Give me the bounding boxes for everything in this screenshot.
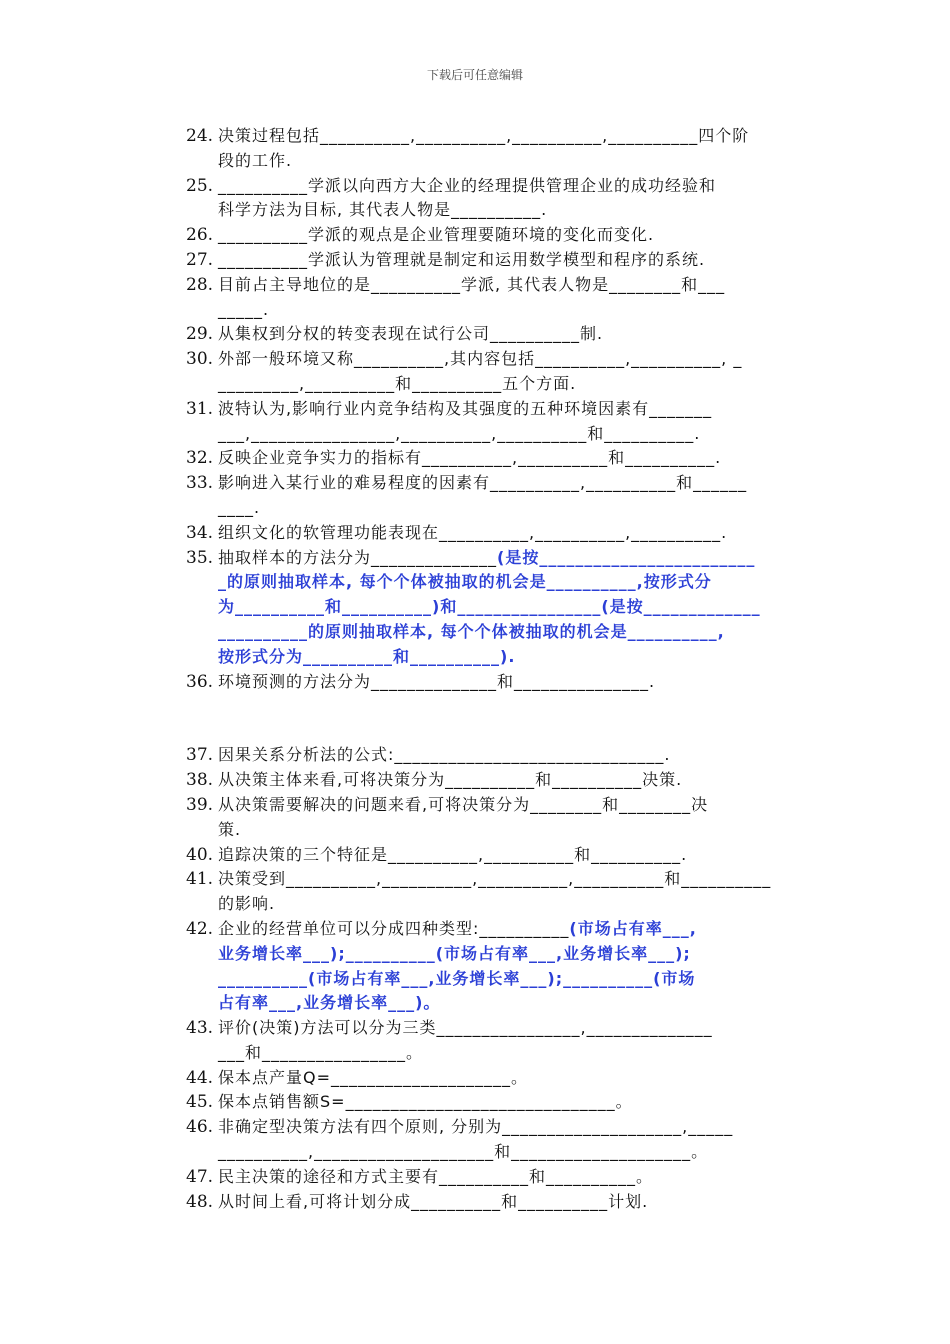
question-line — [186, 645, 850, 670]
question-number — [186, 892, 218, 917]
question-line — [186, 149, 850, 174]
question-line — [186, 471, 850, 496]
question-text: 从时间上看,可将计划分成__________和__________计划. — [218, 1191, 649, 1211]
page-header: 下载后可任意编辑 — [426, 68, 523, 82]
question-number: 30. — [186, 349, 214, 370]
question-text: 占有率___,业务增长率___)。 — [218, 993, 441, 1013]
question-line — [186, 917, 850, 942]
question-number: 32. — [186, 448, 214, 469]
question-number — [186, 298, 218, 323]
question-number: 34. — [186, 522, 214, 543]
question-number: 27. — [186, 249, 214, 270]
question-line — [186, 595, 850, 620]
question-text: 业务增长率___);__________(市场占有率___,业务增长率___); — [218, 943, 691, 963]
question-line — [186, 991, 850, 1016]
question-text: 反映企业竞争实力的指标有__________,__________和__________. — [218, 448, 722, 468]
question-line — [186, 298, 850, 323]
question-text: 策. — [218, 819, 242, 839]
question-line — [186, 743, 850, 768]
question-line — [186, 372, 850, 397]
question-line — [186, 124, 850, 149]
question-line — [186, 397, 850, 422]
question-line — [186, 496, 850, 521]
question-line — [186, 1090, 850, 1115]
question-text: 从决策主体来看,可将决策分为__________和__________决策. — [218, 770, 683, 790]
question-number: 29. — [186, 324, 214, 345]
question-line — [186, 1066, 850, 1091]
question-number: 48. — [186, 1191, 214, 1212]
question-text: __________的原则抽取样本, 每个个体被抽取的机会是__________, — [218, 621, 725, 641]
question-number — [186, 1140, 218, 1165]
question-line — [186, 198, 850, 223]
question-line — [186, 843, 850, 868]
question-list — [186, 124, 850, 1214]
question-text: __________(市场占有率___,业务增长率___);__________(市场 — [218, 968, 696, 988]
question-text: 非确定型决策方法有四个原则, 分别为____________________,_____ — [218, 1117, 734, 1137]
question-line — [186, 892, 850, 917]
question-number — [186, 570, 218, 595]
question-text: _的原则抽取样本, 每个个体被抽取的机会是__________,按形式分 — [218, 572, 712, 592]
question-text: __________学派的观点是企业管理要随环境的变化而变化. — [218, 225, 655, 245]
question-text: 保本点产量Q=____________________。 — [218, 1067, 529, 1087]
question-line — [186, 1190, 850, 1215]
question-line — [186, 818, 850, 843]
question-text: 从集权到分权的转变表现在试行公司__________制. — [218, 324, 604, 344]
question-line — [186, 1165, 850, 1190]
question-text: 企业的经营单位可以分成四种类型:__________(市场占有率___, — [218, 918, 697, 938]
question-text: 决策过程包括__________,__________,__________,__________四个阶 — [218, 126, 750, 145]
question-text: 为__________和__________)和________________(是按_____________ — [218, 597, 761, 617]
question-text: __________,____________________和____________________。 — [218, 1142, 709, 1162]
question-text: 抽取样本的方法分为______________(是按________________________ — [218, 547, 756, 567]
question-number: 35. — [186, 547, 214, 568]
question-number: 37. — [186, 745, 214, 766]
question-text: 的影响. — [218, 894, 276, 914]
question-number — [186, 645, 218, 670]
question-line — [186, 446, 850, 471]
question-number — [186, 149, 218, 174]
question-text: 保本点销售额S=______________________________。 — [218, 1092, 633, 1112]
question-text: __________学派认为管理就是制定和运用数学模型和程序的系统. — [218, 249, 706, 269]
question-text: ___和________________。 — [218, 1042, 424, 1062]
question-line — [186, 422, 850, 447]
question-number — [186, 372, 218, 397]
question-text: 环境预测的方法分为______________和_______________. — [218, 671, 656, 691]
question-text: 段的工作. — [218, 150, 293, 170]
question-number: 41. — [186, 869, 214, 890]
question-line — [186, 1115, 850, 1140]
question-line — [186, 1041, 850, 1066]
question-text: ___,________________,__________,__________和__________. — [218, 423, 701, 443]
question-text: _________,__________和__________五个方面. — [218, 373, 577, 393]
question-number — [186, 818, 218, 843]
question-number: 38. — [186, 770, 214, 791]
question-text: _____. — [218, 299, 270, 319]
question-number — [186, 1041, 218, 1066]
question-text: 因果关系分析法的公式:______________________________. — [218, 745, 671, 765]
question-line — [186, 322, 850, 347]
question-number — [186, 942, 218, 967]
question-number: 31. — [186, 398, 214, 419]
question-number — [186, 620, 218, 645]
question-number: 36. — [186, 671, 214, 692]
question-line — [186, 768, 850, 793]
question-line — [186, 570, 850, 595]
question-line — [186, 223, 850, 248]
question-line — [186, 867, 850, 892]
question-text: 外部一般环境又称__________,其内容包括__________,__________, _ — [218, 349, 743, 369]
question-text: ____. — [218, 497, 261, 517]
question-text: 评价(决策)方法可以分为三类________________,______________ — [218, 1018, 713, 1038]
question-line — [186, 521, 850, 546]
question-text: 按形式分为__________和__________). — [218, 646, 516, 666]
question-number: 40. — [186, 844, 214, 865]
question-number: 47. — [186, 1166, 214, 1187]
question-number: 43. — [186, 1018, 214, 1039]
question-text: 目前占主导地位的是__________学派, 其代表人物是________和___ — [218, 274, 726, 294]
question-line — [186, 273, 850, 298]
question-line — [186, 620, 850, 645]
question-line — [186, 347, 850, 372]
question-line — [186, 942, 850, 967]
question-number: 26. — [186, 225, 214, 246]
question-line — [186, 1016, 850, 1041]
question-text: 决策受到__________,__________,__________,__________和__________ — [218, 869, 772, 889]
question-line — [186, 248, 850, 273]
question-number: 42. — [186, 918, 214, 939]
question-line — [186, 793, 850, 818]
question-text: 影响进入某行业的难易程度的因素有__________,__________和______ — [218, 473, 748, 493]
question-number — [186, 991, 218, 1016]
question-line — [186, 546, 850, 571]
question-number: 39. — [186, 794, 214, 815]
section-gap — [186, 694, 850, 743]
question-text: __________学派以向西方大企业的经理提供管理企业的成功经验和 — [218, 175, 717, 195]
question-line — [186, 967, 850, 992]
question-text: 组织文化的软管理功能表现在__________,__________,__________. — [218, 522, 728, 542]
question-number: 33. — [186, 473, 214, 494]
question-number: 25. — [186, 175, 214, 196]
question-number — [186, 422, 218, 447]
question-text: 波特认为,影响行业内竞争结构及其强度的五种环境因素有_______ — [218, 398, 713, 418]
question-number — [186, 967, 218, 992]
question-number: 44. — [186, 1067, 214, 1088]
question-number — [186, 198, 218, 223]
question-line — [186, 174, 850, 199]
question-number: 46. — [186, 1117, 214, 1138]
question-text: 民主决策的途径和方式主要有__________和__________。 — [218, 1166, 654, 1186]
question-line — [186, 670, 850, 695]
question-text: 科学方法为目标, 其代表人物是__________. — [218, 200, 548, 220]
question-text: 追踪决策的三个特征是__________,__________和__________. — [218, 844, 688, 864]
question-line — [186, 1140, 850, 1165]
question-number: 45. — [186, 1092, 214, 1113]
question-number — [186, 496, 218, 521]
question-number: 28. — [186, 274, 214, 295]
question-text: 从决策需要解决的问题来看,可将决策分为________和________决 — [218, 794, 709, 814]
question-number: 24. — [186, 126, 214, 146]
question-number — [186, 595, 218, 620]
